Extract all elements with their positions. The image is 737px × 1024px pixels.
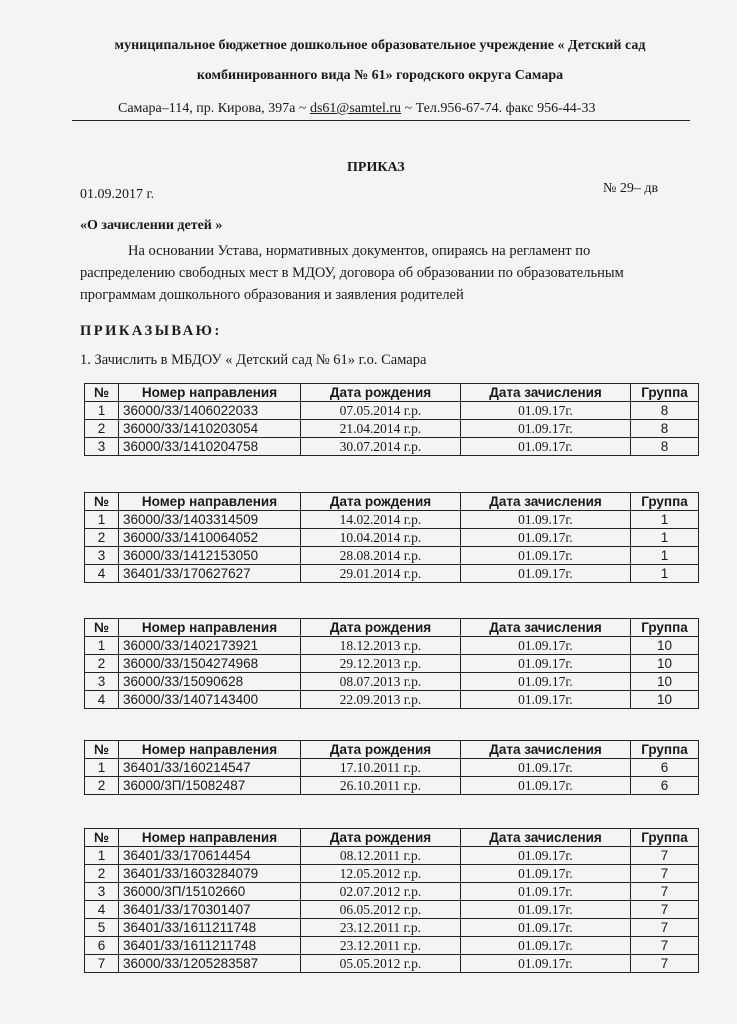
table-row xyxy=(85,847,699,865)
doc-body xyxy=(80,240,680,306)
birth-date: 12.05.2012 г.р. xyxy=(301,865,461,883)
birth-date: 07.05.2014 г.р. xyxy=(301,402,461,420)
table-row xyxy=(85,901,699,919)
column-header: Дата зачисления xyxy=(461,619,631,637)
row-number: 2 xyxy=(85,529,119,547)
group-number: 7 xyxy=(631,937,699,955)
group-number: 10 xyxy=(631,655,699,673)
group-number: 1 xyxy=(631,511,699,529)
referral-number: 36401/33/170301407 xyxy=(119,901,301,919)
column-header: Дата рождения xyxy=(301,619,461,637)
column-header: Номер направления xyxy=(119,384,301,402)
table-row xyxy=(85,438,699,456)
referral-number: 36000/33/1410064052 xyxy=(119,529,301,547)
doc-title: ПРИКАЗ xyxy=(347,160,405,175)
column-header: Дата рождения xyxy=(301,384,461,402)
enrollment-date: 01.09.17г. xyxy=(461,655,631,673)
table-row xyxy=(85,919,699,937)
referral-number: 36401/33/160214547 xyxy=(119,759,301,777)
birth-date: 02.07.2012 г.р. xyxy=(301,883,461,901)
row-number: 3 xyxy=(85,547,119,565)
org-name-line2: комбинированного вида № 61» городского округа Самара xyxy=(196,68,564,83)
column-header: Дата зачисления xyxy=(461,384,631,402)
column-header: Номер направления xyxy=(119,829,301,847)
birth-date: 23.12.2011 г.р. xyxy=(301,919,461,937)
birth-date: 06.05.2012 г.р. xyxy=(301,901,461,919)
enrollment-date: 01.09.17г. xyxy=(461,759,631,777)
birth-date: 26.10.2011 г.р. xyxy=(301,777,461,795)
table-header-row xyxy=(85,493,699,511)
table-row xyxy=(85,691,699,709)
table-row xyxy=(85,883,699,901)
row-number: 4 xyxy=(85,565,119,583)
row-number: 1 xyxy=(85,402,119,420)
doc-subject: «О зачислении детей » xyxy=(80,218,223,233)
table-row xyxy=(85,547,699,565)
header-divider xyxy=(72,120,690,121)
enrollment-table xyxy=(84,383,699,456)
table-row xyxy=(85,937,699,955)
enrollment-table xyxy=(84,828,699,973)
enrollment-date: 01.09.17г. xyxy=(461,420,631,438)
enrollment-date: 01.09.17г. xyxy=(461,955,631,973)
column-header: Дата рождения xyxy=(301,829,461,847)
table-row xyxy=(85,777,699,795)
enrollment-table xyxy=(84,618,699,709)
address-post: ~ Тел.956-67-74. факс 956-44-33 xyxy=(401,101,596,116)
column-header: Дата рождения xyxy=(301,493,461,511)
row-number: 7 xyxy=(85,955,119,973)
row-number: 1 xyxy=(85,511,119,529)
enrollment-date: 01.09.17г. xyxy=(461,547,631,565)
enrollment-date: 01.09.17г. xyxy=(461,937,631,955)
group-number: 10 xyxy=(631,691,699,709)
row-number: 6 xyxy=(85,937,119,955)
row-number: 5 xyxy=(85,919,119,937)
group-number: 1 xyxy=(631,565,699,583)
column-header: Группа xyxy=(631,619,699,637)
enrollment-date: 01.09.17г. xyxy=(461,511,631,529)
column-header: Группа xyxy=(631,384,699,402)
org-address xyxy=(118,101,595,117)
table-row xyxy=(85,565,699,583)
enrollment-date: 01.09.17г. xyxy=(461,883,631,901)
table-row xyxy=(85,637,699,655)
group-number: 7 xyxy=(631,847,699,865)
referral-number: 36000/3П/15102660 xyxy=(119,883,301,901)
group-number: 10 xyxy=(631,673,699,691)
referral-number: 36000/33/15090628 xyxy=(119,673,301,691)
birth-date: 30.07.2014 г.р. xyxy=(301,438,461,456)
birth-date: 08.07.2013 г.р. xyxy=(301,673,461,691)
enrollment-date: 01.09.17г. xyxy=(461,901,631,919)
referral-number: 36401/33/1603284079 xyxy=(119,865,301,883)
table-header-row xyxy=(85,384,699,402)
enrollment-date: 01.09.17г. xyxy=(461,637,631,655)
column-header: Группа xyxy=(631,741,699,759)
group-number: 7 xyxy=(631,955,699,973)
row-number: 3 xyxy=(85,883,119,901)
order-heading: ПРИКАЗЫВАЮ: xyxy=(80,323,222,339)
row-number: 3 xyxy=(85,438,119,456)
referral-number: 36000/33/1412153050 xyxy=(119,547,301,565)
birth-date: 05.05.2012 г.р. xyxy=(301,955,461,973)
birth-date: 29.12.2013 г.р. xyxy=(301,655,461,673)
referral-number: 36000/3П/15082487 xyxy=(119,777,301,795)
enrollment-date: 01.09.17г. xyxy=(461,673,631,691)
referral-number: 36000/33/1403314509 xyxy=(119,511,301,529)
table-header-row xyxy=(85,741,699,759)
table-row xyxy=(85,655,699,673)
doc-date: 01.09.2017 г. xyxy=(80,187,155,202)
referral-number: 36000/33/1205283587 xyxy=(119,955,301,973)
row-number: 2 xyxy=(85,420,119,438)
birth-date: 21.04.2014 г.р. xyxy=(301,420,461,438)
column-header: Дата зачисления xyxy=(461,829,631,847)
row-number: 2 xyxy=(85,777,119,795)
table-row xyxy=(85,402,699,420)
enrollment-date: 01.09.17г. xyxy=(461,438,631,456)
referral-number: 36000/33/1504274968 xyxy=(119,655,301,673)
order-item-1: 1. Зачислить в МБДОУ « Детский сад № 61» г.о. Самара xyxy=(80,352,427,368)
enrollment-table xyxy=(84,492,699,583)
group-number: 8 xyxy=(631,420,699,438)
row-number: 1 xyxy=(85,847,119,865)
birth-date: 22.09.2013 г.р. xyxy=(301,691,461,709)
enrollment-date: 01.09.17г. xyxy=(461,691,631,709)
body-paragraph: На основании Устава, нормативных документов, опираясь на регламент по распределению свободных мест в МДОУ, договора об образовании по образовательным программам дошкольного образования и заявления родителей xyxy=(80,243,624,303)
address-pre: Самара–114, пр. Кирова, 397а ~ xyxy=(118,101,310,116)
group-number: 1 xyxy=(631,547,699,565)
group-number: 6 xyxy=(631,759,699,777)
email-link[interactable]: ds61@samtel.ru xyxy=(309,101,402,116)
enrollment-date: 01.09.17г. xyxy=(461,402,631,420)
table-row xyxy=(85,511,699,529)
row-number: 2 xyxy=(85,655,119,673)
row-number: 1 xyxy=(85,759,119,777)
row-number: 3 xyxy=(85,673,119,691)
column-header: № xyxy=(85,384,119,402)
doc-number: № 29– дв xyxy=(603,181,659,196)
referral-number: 36000/33/1402173921 xyxy=(119,637,301,655)
table-row xyxy=(85,420,699,438)
table-row xyxy=(85,529,699,547)
group-number: 8 xyxy=(631,438,699,456)
column-header: № xyxy=(85,619,119,637)
table-row xyxy=(85,955,699,973)
group-number: 7 xyxy=(631,919,699,937)
birth-date: 18.12.2013 г.р. xyxy=(301,637,461,655)
org-name-line1: муниципальное бюджетное дошкольное образовательное учреждение « Детский сад xyxy=(114,38,646,53)
column-header: Номер направления xyxy=(119,493,301,511)
enrollment-date: 01.09.17г. xyxy=(461,565,631,583)
referral-number: 36401/33/1611211748 xyxy=(119,937,301,955)
column-header: Дата рождения xyxy=(301,741,461,759)
birth-date: 29.01.2014 г.р. xyxy=(301,565,461,583)
referral-number: 36000/33/1410204758 xyxy=(119,438,301,456)
referral-number: 36401/33/170627627 xyxy=(119,565,301,583)
table-row xyxy=(85,865,699,883)
birth-date: 14.02.2014 г.р. xyxy=(301,511,461,529)
group-number: 8 xyxy=(631,402,699,420)
row-number: 4 xyxy=(85,691,119,709)
referral-number: 36401/33/1611211748 xyxy=(119,919,301,937)
group-number: 7 xyxy=(631,883,699,901)
enrollment-date: 01.09.17г. xyxy=(461,777,631,795)
column-header: № xyxy=(85,829,119,847)
referral-number: 36401/33/170614454 xyxy=(119,847,301,865)
column-header: Группа xyxy=(631,493,699,511)
table-row xyxy=(85,673,699,691)
column-header: Дата зачисления xyxy=(461,493,631,511)
table-header-row xyxy=(85,619,699,637)
enrollment-date: 01.09.17г. xyxy=(461,919,631,937)
column-header: Дата зачисления xyxy=(461,741,631,759)
table-header-row xyxy=(85,829,699,847)
column-header: Группа xyxy=(631,829,699,847)
enrollment-table xyxy=(84,740,699,795)
group-number: 7 xyxy=(631,901,699,919)
birth-date: 23.12.2011 г.р. xyxy=(301,937,461,955)
enrollment-date: 01.09.17г. xyxy=(461,847,631,865)
group-number: 7 xyxy=(631,865,699,883)
column-header: № xyxy=(85,493,119,511)
group-number: 6 xyxy=(631,777,699,795)
column-header: Номер направления xyxy=(119,741,301,759)
row-number: 4 xyxy=(85,901,119,919)
column-header: № xyxy=(85,741,119,759)
birth-date: 08.12.2011 г.р. xyxy=(301,847,461,865)
column-header: Номер направления xyxy=(119,619,301,637)
birth-date: 10.04.2014 г.р. xyxy=(301,529,461,547)
referral-number: 36000/33/1410203054 xyxy=(119,420,301,438)
row-number: 2 xyxy=(85,865,119,883)
enrollment-date: 01.09.17г. xyxy=(461,865,631,883)
referral-number: 36000/33/1407143400 xyxy=(119,691,301,709)
row-number: 1 xyxy=(85,637,119,655)
birth-date: 17.10.2011 г.р. xyxy=(301,759,461,777)
referral-number: 36000/33/1406022033 xyxy=(119,402,301,420)
enrollment-date: 01.09.17г. xyxy=(461,529,631,547)
table-row xyxy=(85,759,699,777)
birth-date: 28.08.2014 г.р. xyxy=(301,547,461,565)
group-number: 1 xyxy=(631,529,699,547)
group-number: 10 xyxy=(631,637,699,655)
